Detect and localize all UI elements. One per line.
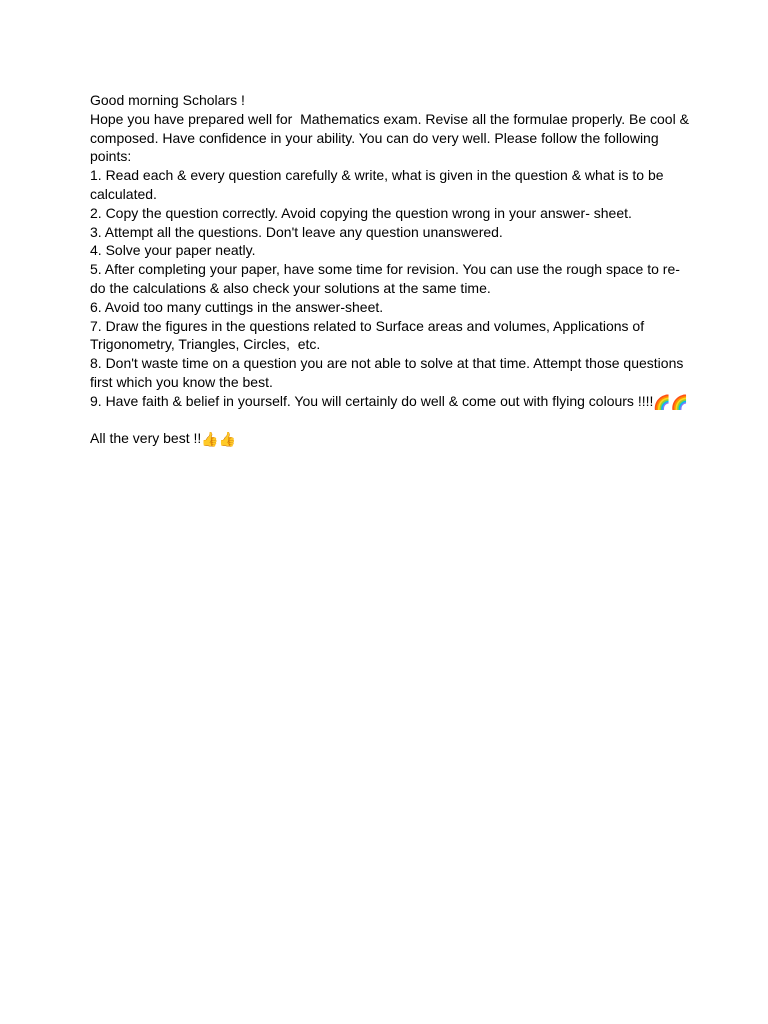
document-body <box>90 91 693 449</box>
greeting-text: Good morning Scholars ! <box>90 92 245 108</box>
point-9 <box>90 392 690 411</box>
point-1: 1. Read each & every question carefully & write, what is given in the question & what is to be calculated. <box>90 167 668 202</box>
thumbs-up-emoji-icon: 👍👍 <box>201 432 237 449</box>
point-4: 4. Solve your paper neatly. <box>90 242 256 259</box>
closing-line <box>90 429 690 448</box>
point-6: 6. Avoid too many cuttings in the answer-sheet. <box>90 298 384 315</box>
point-8: 8. Don't waste time on a question you are not able to solve at that time. Attempt those questions first which you know the best. <box>90 355 688 390</box>
point-2: 2. Copy the question correctly. Avoid copying the question wrong in your answer- sheet. <box>90 204 632 221</box>
point-3: 3. Attempt all the questions. Don't leave any question unanswered. <box>90 223 503 240</box>
spacer <box>90 411 690 430</box>
point-7: 7. Draw the figures in the questions related to Surface areas and volumes, Applications of Trigonometry, Triangles, Circles, etc. <box>90 317 648 353</box>
rainbow-emoji-icon: 🌈🌈 <box>653 394 689 411</box>
point-5: 5. After completing your paper, have some time for revision. You can use the rough space to re-do the calculations & also check your solutions at the same time. <box>90 261 680 296</box>
intro-paragraph: Hope you have prepared well for Mathematics exam. Revise all the formulae properly. Be cool & composed. Have confidence in your ability. You can do very well. Please follow the following points: <box>90 110 693 165</box>
closing-text: All the very best !! <box>90 430 202 447</box>
point-9-text: 9. Have faith & belief in yourself. You will certainly do well & come out with flying colours !!!! <box>90 392 654 409</box>
